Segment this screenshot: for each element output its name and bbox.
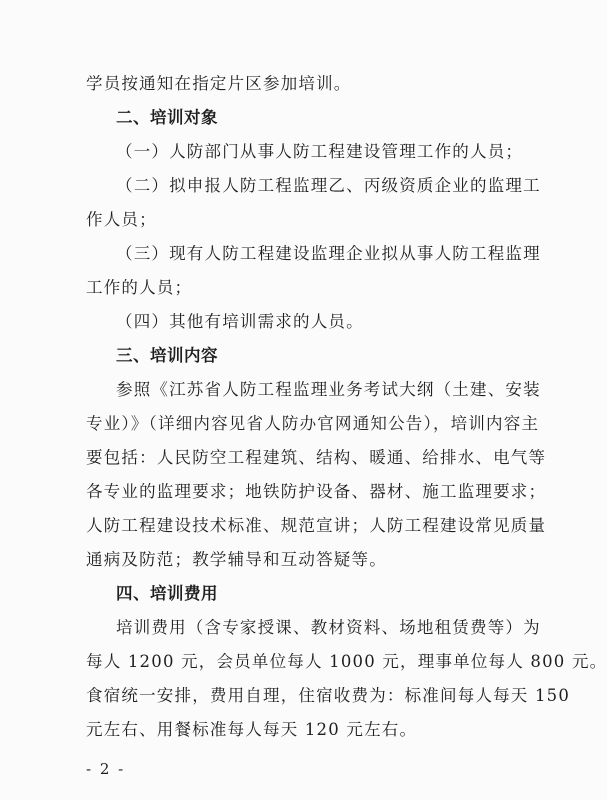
list-item-line: （一）人防部门从事人防工程建设管理工作的人员； [116,142,524,161]
paragraph-line: 通病及防范；教学辅导和互动答疑等。 [86,550,387,569]
paragraph-line: 要包括：人民防空工程建筑、结构、暖通、给排水、电气等 [86,448,547,467]
paragraph-line: 培训费用（含专家授课、教材资料、场地租赁费等）为 [116,618,541,637]
section-heading-training-content: 三、培训内容 [116,346,218,365]
paragraph-line: 每人 1200 元，会员单位每人 1000 元，理事单位每人 800 元。 [86,652,607,671]
section-heading-training-targets: 二、培训对象 [116,108,218,127]
paragraph-line: 参照《江苏省人防工程监理业务考试大纲（土建、安装 [116,380,541,399]
list-item-line: （二）拟申报人防工程监理乙、丙级资质企业的监理工 [116,176,541,195]
list-item-line: （三）现有人防工程建设监理企业拟从事人防工程监理 [116,244,541,263]
paragraph-line: 各专业的监理要求；地铁防护设备、器材、施工监理要求； [86,482,547,501]
list-item-line: 工作的人员； [86,278,193,297]
paragraph-line: 食宿统一安排，费用自理，住宿收费为：标准间每人每天 150 [86,686,571,705]
list-item-line: 作人员； [86,210,157,229]
list-item-line: （四）其他有培训需求的人员。 [116,312,364,331]
paragraph-line: 学员按通知在指定片区参加培训。 [86,74,352,93]
section-heading-training-fees: 四、培训费用 [116,584,218,603]
paragraph-line: 元左右、用餐标准每人每天 120 元左右。 [86,720,418,739]
page-number: - 2 - [86,760,126,778]
paragraph-line: 专业）》（详细内容见省人防办官网通知公告），培训内容主 [86,414,540,433]
paragraph-line: 人防工程建设技术标准、规范宣讲；人防工程建设常见质量 [86,516,547,535]
